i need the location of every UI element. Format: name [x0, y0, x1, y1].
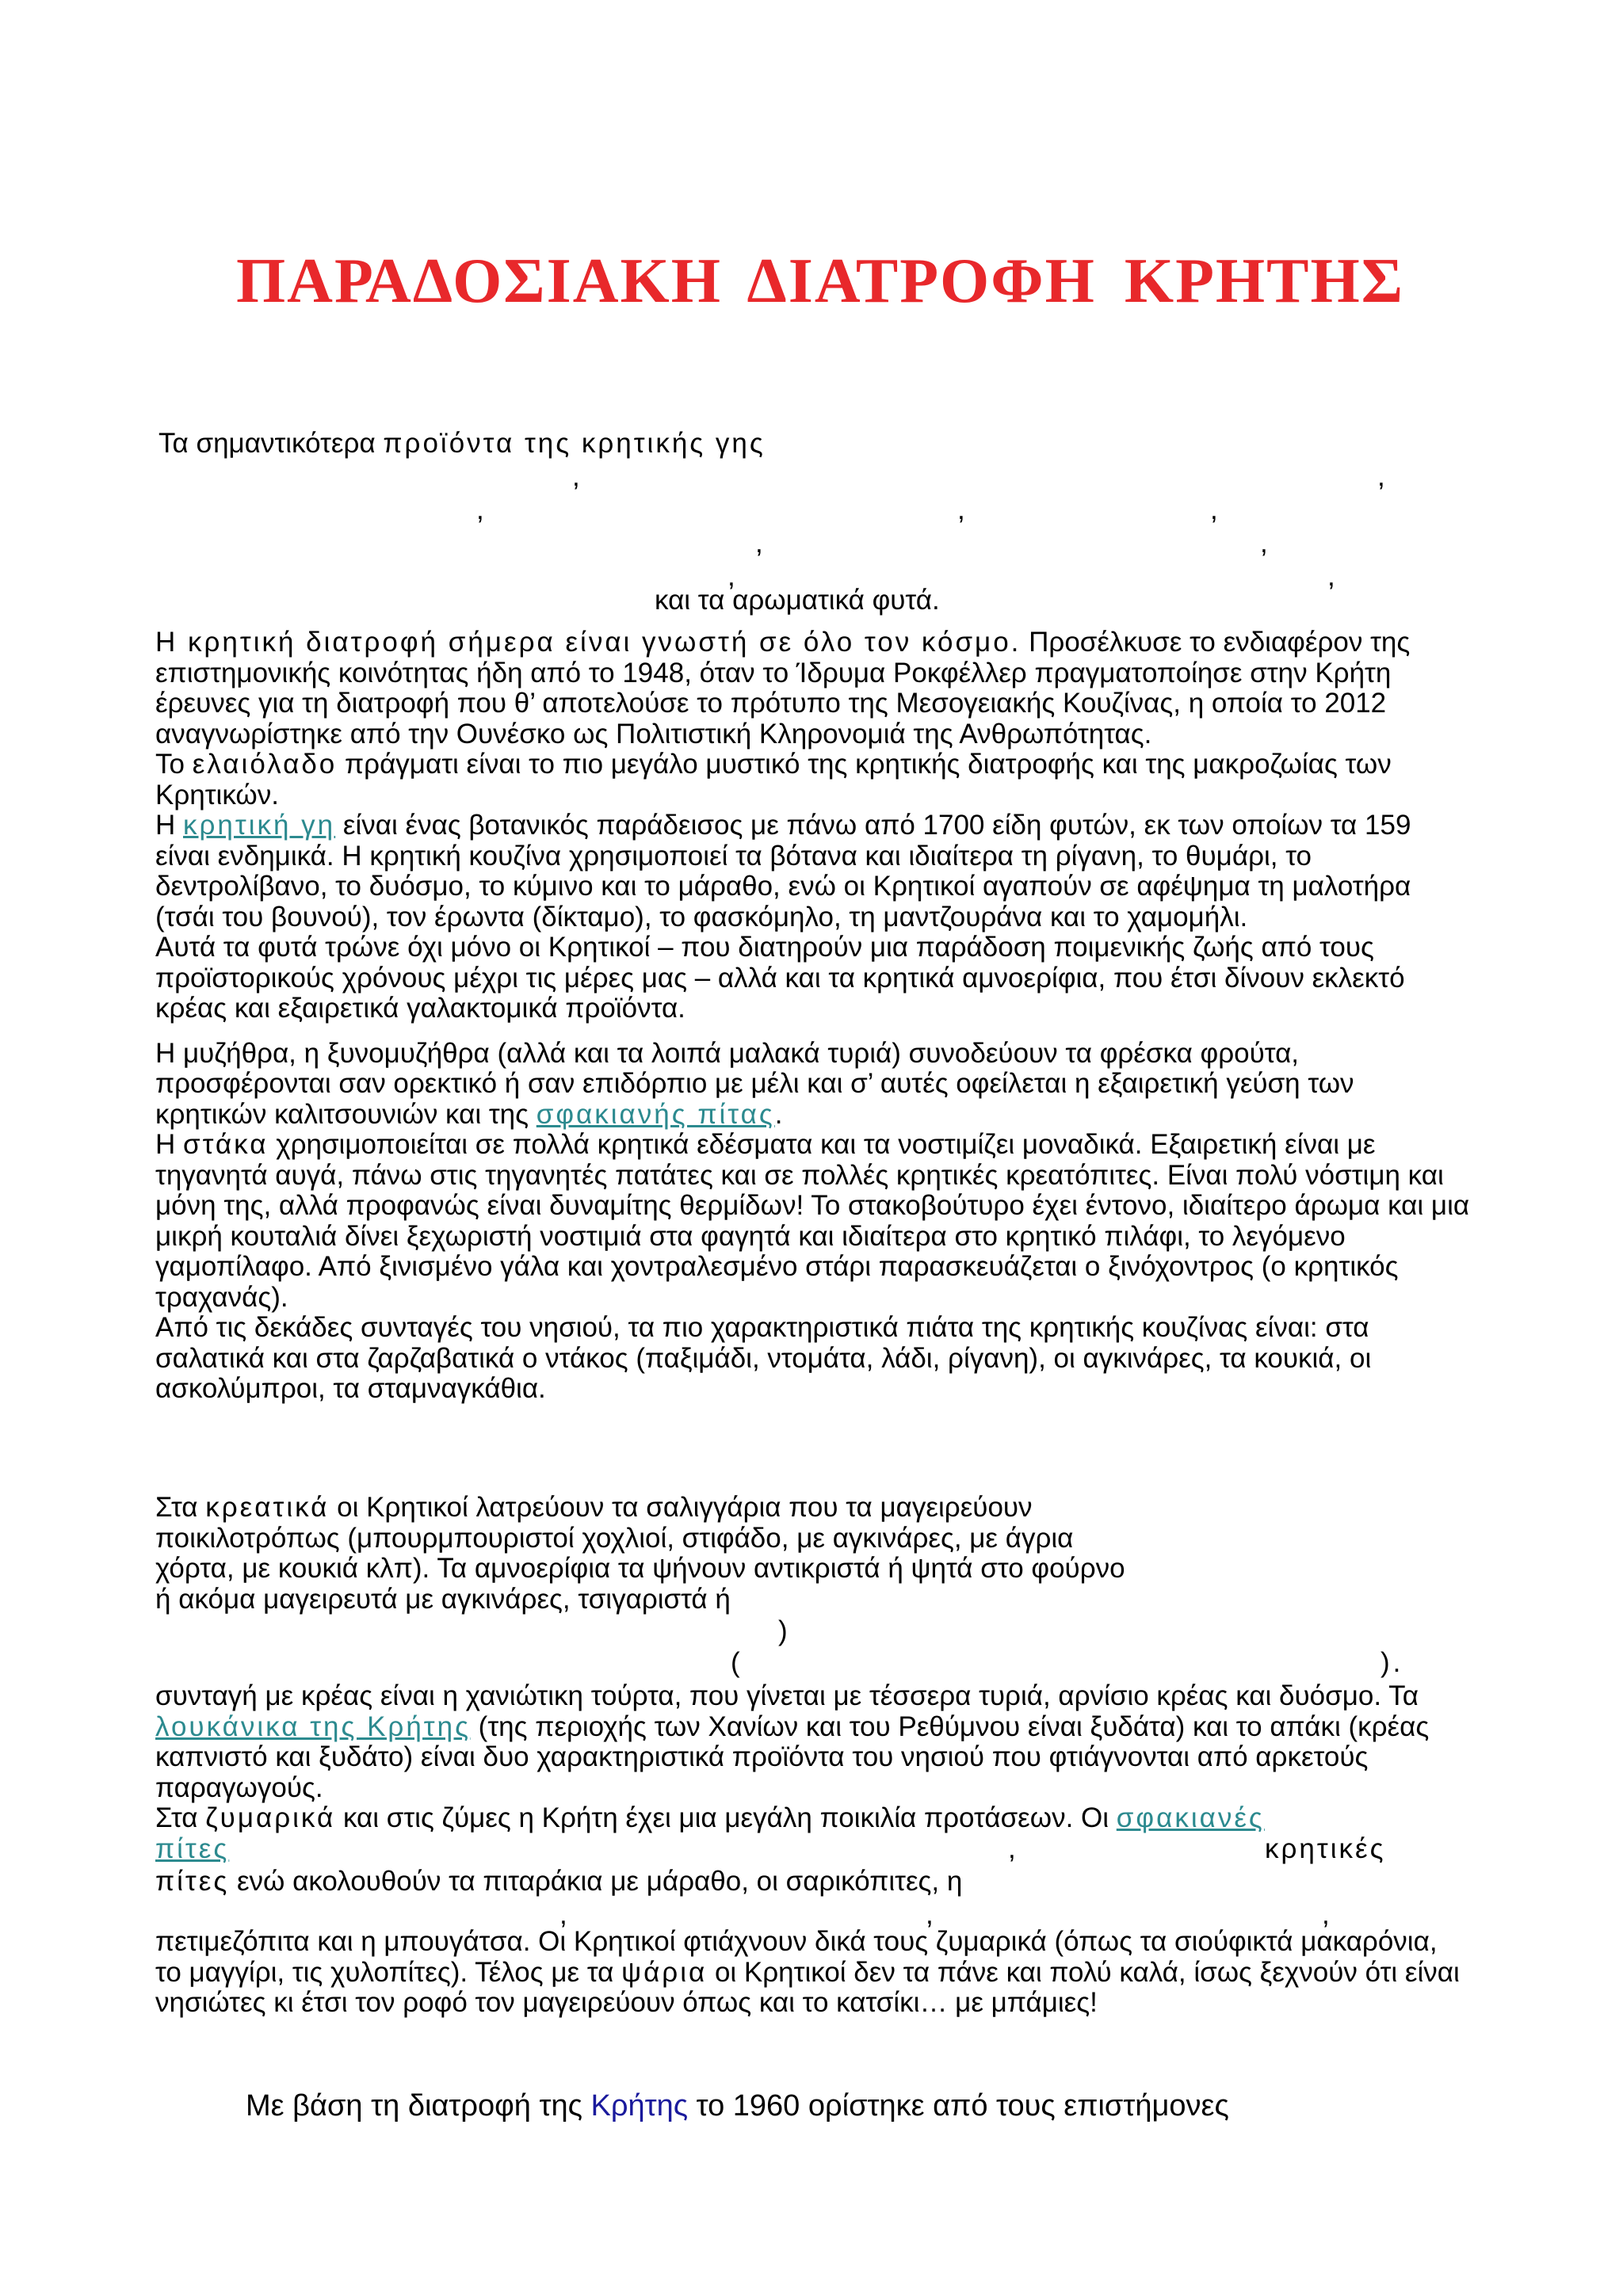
intro-comma: ,: [957, 494, 965, 525]
pies-comma: ,: [1008, 1833, 1016, 1864]
link-sfakianes-pites-2[interactable]: πίτες: [155, 1833, 230, 1864]
paragraph: Η στάκα χρησιμοποιείται σε πολλά κρητικά εδέσματα και τα νοστιμίζει μοναδικά. Εξαιρετική είναι με τηγανητά αυγά, πάνω στις τηγανητές πατάτες και σε πολλές κρητικές κρεατόπιτες. Είναι πολύ νόστιμη και μόνη της, αλλά προφανώς είναι δυναμίτης θερμίδων! Το στακοβούτυρο έχει έντονο, ιδιαίτερο άρωμα και μια μικρή κουταλιά δίνει ξεχωριστή νοστιμιά στα φαγητά και ιδιαίτερα στο κρητικό πιλάφι, το λεγόμενο γαμοπίλαφο. Από ξινισμένο γάλα και χοντραλεσμένο στάρι παρασκευάζεται ο ξινόχοντρος (ο κρητικός τραχανάς).: [155, 1129, 1470, 1313]
paren-close: ): [778, 1615, 788, 1646]
paragraph: Από τις δεκάδες συνταγές του νησιού, τα πιο χαρακτηριστικά πιάτα της κρητικής κουζίνας είναι: στα σαλατικά και στα ζαρζαβατικά ο ντάκος (παξιμάδι, ντομάτα, λάδι, ρίγανη), οι αγκινάρες, τα κουκιά, οι ασκολύμπροι, τα σταμναγκάθια.: [155, 1312, 1372, 1404]
intro-comma: ,: [572, 461, 580, 492]
link-sfakiani-pita[interactable]: σφακιανής πίτας: [536, 1098, 775, 1130]
pies-comma: ,: [1322, 1899, 1330, 1930]
intro-comma: ,: [1260, 528, 1268, 559]
intro-comma: ,: [1210, 494, 1218, 525]
intro-lead: Τα σημαντικότερα προϊόντα της κρητικής γης: [158, 428, 766, 459]
body-text-4: [155, 1927, 1471, 2019]
paragraph: Η κρητική γη είναι ένας βοτανικός παράδεισος με πάνω από 1700 είδη φυτών, εκ των οποίων τα 159 είναι ενδημικά. Η κρητική κουζίνα χρησιμοποιεί τα βότανα και ιδιαίτερα τη ρίγανη, το θυμάρι, το δεντρολίβανο, το δυόσμο, το κύμινο και το μάραθο, ενώ οι Κρητικοί αγαπούν σε αφέψημα τη μαλοτήρα (τσάι του βουνού), τον έρωντα (δίκταμο), το φασκόμηλο, τη μαντζουράνα και το χαμομήλι.: [155, 810, 1411, 933]
body-text-3: [155, 1681, 1471, 1834]
link-kritis[interactable]: Κρήτης: [590, 2089, 689, 2122]
paragraph: Στα κρεατικά οι Κρητικοί λατρεύουν τα σαλιγγάρια που τα μαγειρεύουν ποικιλοτρόπως (μπουρμπουριστοί χοχλιοί, στιφάδο, με αγκινάρες, με άγρια χόρτα, με κουκιά κλπ). Τα αμνοερίφια τα ψήνουν αντικριστά ή ψητά στο φούρνο ή ακόμα μαγειρευτά με αγκινάρες, τσιγαριστά ή: [155, 1492, 1125, 1615]
paragraph: Στα ζυμαρικά και στις ζύμες η Κρήτη έχει μια μεγάλη ποικιλία προτάσεων. Οι σφακιανές: [155, 1802, 1265, 1833]
intro-comma: ,: [1377, 461, 1385, 492]
pies-comma: ,: [926, 1899, 934, 1930]
link-kritiki-gi[interactable]: κρητική γη: [183, 810, 336, 841]
paren-end: ).: [1381, 1647, 1404, 1678]
intro-comma: ,: [476, 494, 484, 525]
paragraph: πετιμεζόπιτα και η μπουγάτσα. Οι Κρητικοί φτιάχνουν δικά τους ζυμαρικά (όπως τα σιούφικτά μακαρόνια, το μαγγίρι, τις χυλοπίτες). Τέλος με τα ψάρια οι Κρητικοί δεν τα πάνε και πολύ καλά, ίσως ξεχνούν ότι είναι νησιώτες κι έτσι τον ροφό τον μαγειρεύουν όπως και το κατσίκι… με μπάμιες!: [155, 1926, 1460, 2018]
link-loukanika-kritis[interactable]: λουκάνικα της Κρήτης: [155, 1711, 471, 1742]
closing-line: Με βάση τη διατροφή της Κρήτης το 1960 ορίστηκε από τους επιστήμονες: [246, 2089, 1229, 2122]
paragraph: Η κρητική διατροφή σήμερα είναι γνωστή σε όλο τον κόσμο. Προσέλκυσε το ενδιαφέρον της επιστημονικής κοινότητας ήδη από το 1948, όταν το Ίδρυμα Ροκφέλλερ πραγματοποίησε στην Κρήτη έρευνες για τη διατροφή που θ’ αποτελούσε το πρότυπο της Μεσογειακής Κουζίνας, η οποία το 2012 αναγνωρίστηκε από την Ουνέσκο ως Πολιτιστική Κληρονομιά της Ανθρωπότητας.: [155, 627, 1411, 749]
intro-comma: ,: [755, 528, 763, 559]
intro-comma: ,: [1327, 561, 1335, 592]
paragraph: Αυτά τα φυτά τρώνε όχι μόνο οι Κρητικοί – που διατηρούν μια παράδοση ποιμενικής ζωής από τους προϊστορικούς χρόνους μέχρι τις μέρες μας – αλλά και τα κρητικά αμνοερίφια, που έτσι δίνουν εκλεκτό κρέας και εξαιρετικά γαλακτομικά προϊόντα.: [155, 932, 1405, 1024]
paragraph: Το ελαιόλαδο πράγματι είναι το πιο μεγάλο μυστικό της κρητικής διατροφής και της μακροζωίας των Κρητικών.: [155, 749, 1392, 810]
paragraph: Η μυζήθρα, η ξυνομυζήθρα (αλλά και τα λοιπά μαλακά τυριά) συνοδεύουν τα φρέσκα φρούτα, προσφέρονται σαν ορεκτικό ή σαν επιδόρπιο με μέλι και σ’ αυτές οφείλεται η εξαιρετική γεύση των κρητικών καλιτσουνιών και της σφακιανής πίτας.: [155, 1037, 1354, 1130]
page-title: ΠΑΡΑΔΟΣΙΑΚΗ ΔΙΑΤΡΟΦΗ ΚΡΗΤΗΣ: [235, 246, 1405, 316]
link-sfakianes-pites[interactable]: σφακιανές: [1116, 1802, 1265, 1833]
pies-line: πίτες ενώ ακολουθούν τα πιταράκια με μάραθο, οι σαρικόπιτες, η: [155, 1866, 963, 1897]
intro-end: και τα αρωματικά φυτά.: [655, 585, 940, 616]
paragraph: συνταγή με κρέας είναι η χανιώτικη τούρτα, που γίνεται με τέσσερα τυριά, αρνίσιο κρέας και δυόσμο. Τα λουκάνικα της Κρήτης (της περιοχής των Χανίων και του Ρεθύμνου είναι ξυδάτα) και το απάκι (κρέας καπνιστό και ξυδάτο) είναι δυο χαρακτηριστικά προϊόντα του νησιού που φτιάγνονται από αρκετούς παραγωγούς.: [155, 1680, 1430, 1803]
body-text-1: [155, 627, 1471, 1405]
body-text-2: [155, 1493, 1138, 1615]
paren-open: (: [731, 1647, 740, 1678]
kritikes-word: κρητικές: [1265, 1833, 1386, 1864]
pies-comma: ,: [559, 1899, 567, 1930]
intro-comma: ,: [727, 561, 735, 592]
